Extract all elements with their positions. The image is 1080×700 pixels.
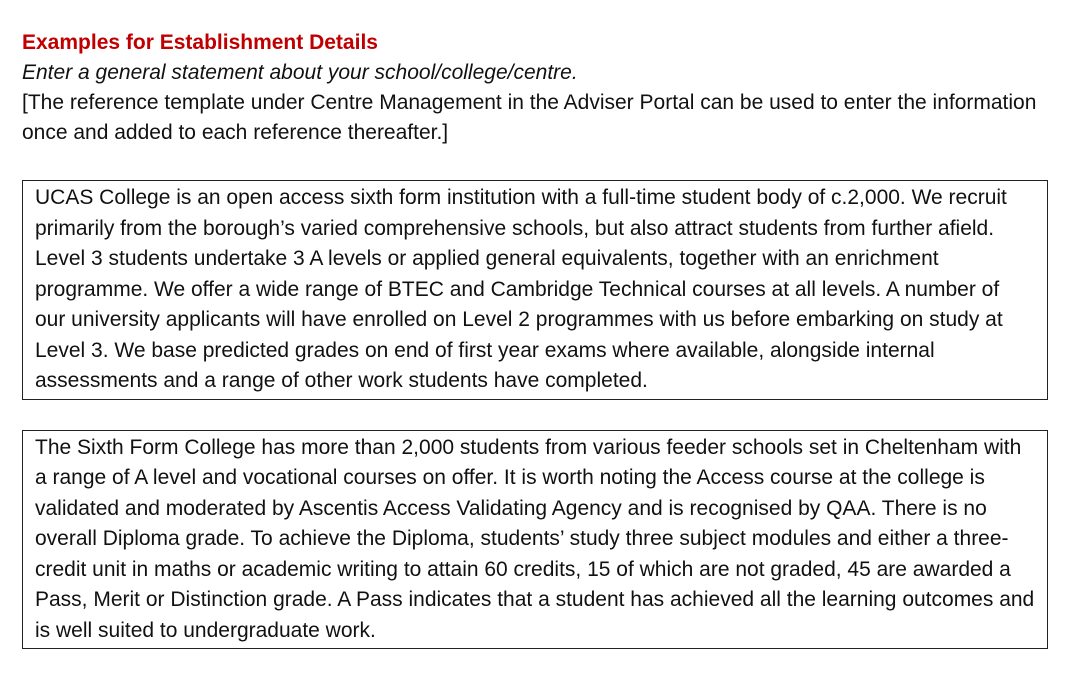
- example-text: UCAS College is an open access sixth form institution with a full-time student body of c.2,000. We recruit primarily from the borough’s varied comprehensive schools, but also attract students from further afield. Level 3 students undertake 3 A levels or applied general equivalents, together with an enrichment programme. We offer a wide range of BTEC and Cambridge Technical courses at all levels. A number of our university applicants will have enrolled on Level 2 programmes with us before embarking on study at Level 3. We base predicted grades on end of first year exams where available, alongside internal assessments and a range of other work students have completed.: [35, 186, 1007, 392]
- example-text: The Sixth Form College has more than 2,000 students from various feeder schools set in Cheltenham with a range of A level and vocational courses on offer. It is worth noting the Access course at the college is validated and moderated by Ascentis Access Validating Agency and is recognised by QAA. There is no overall Diploma grade. To achieve the Diploma, students’ study three subject modules and either a three-credit unit in maths or academic writing to attain 60 credits, 15 of which are not graded, 45 are awarded a Pass, Merit or Distinction grade. A Pass indicates that a student has achieved all the learning outcomes and is well suited to undergraduate work.: [35, 435, 1035, 642]
- intro-statement-text: Enter a general statement about your school/college/centre.: [22, 61, 578, 84]
- example-box-ucas-college: [22, 180, 1048, 400]
- section-heading: Examples for Establishment Details: [22, 31, 378, 54]
- example-box-sixth-form-college: [22, 430, 1048, 650]
- intro-note: [The reference template under Centre Management in the Adviser Portal can be used to enter the information once and added to each reference thereafter.]: [22, 91, 1037, 144]
- document-body: [22, 28, 1052, 649]
- intro-statement: [22, 58, 1052, 88]
